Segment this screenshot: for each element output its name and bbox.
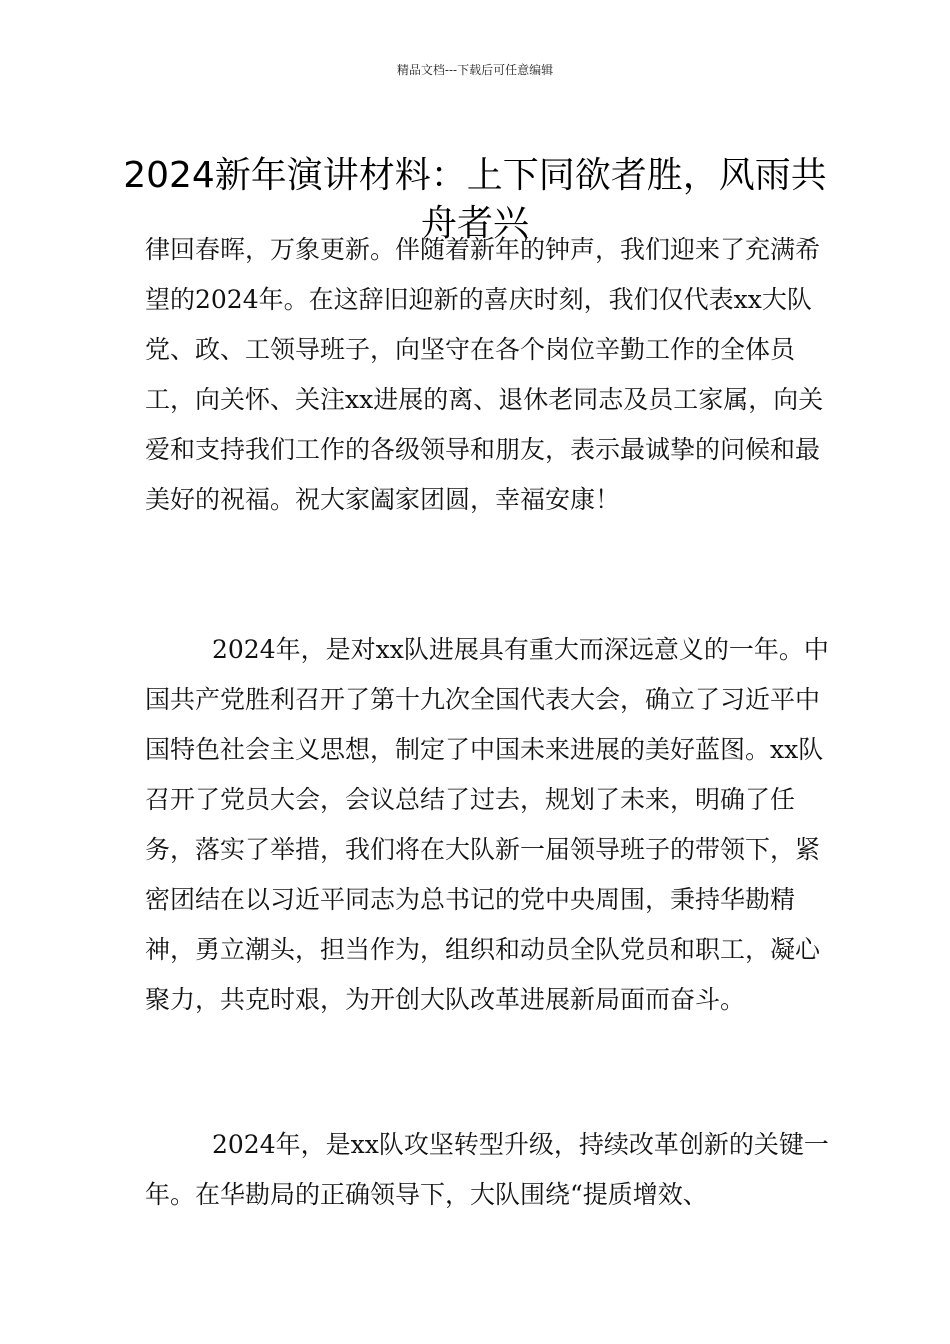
paragraph-3: 2024年，是xx队攻坚转型升级，持续改革创新的关键一年。在华勘局的正确领导下，大队围绕“提质增效、 [145,1130,829,1209]
document-title: 2024新年演讲材料：上下同欲者胜，风雨共舟者兴 [123,155,827,245]
paragraph-1: 律回春晖，万象更新。伴随着新年的钟声，我们迎来了充满希望的2024年。在这辞旧迎新的喜庆时刻，我们仅代表xx大队党、政、工领导班子，向坚守在各个岗位辛勤工作的全体员工，向关怀、关注xx进展的离、退休老同志及员工家属，向关爱和支持我们工作的各级领导和朋友，表示最诚挚的问候和最美好的祝福。祝大家阖家团圆，幸福安康！ [145,235,824,514]
header-note: 精品文档---下载后可任意编辑 [396,63,554,77]
paragraph-2: 2024年，是对xx队进展具有重大而深远意义的一年。中国共产党胜利召开了第十九次全国代表大会，确立了习近平中国特色社会主义思想，制定了中国未来进展的美好蓝图。xx队召开了党员大会，会议总结了过去，规划了未来，明确了任务，落实了举措，我们将在大队新一届领导班子的带领下，紧密团结在以习近平同志为总书记的党中央周围，秉持华勘精神，勇立潮头，担当作为，组织和动员全队党员和职工，凝心聚力，共克时艰，为开创大队改革进展新局面而奋斗。 [145,635,829,1014]
